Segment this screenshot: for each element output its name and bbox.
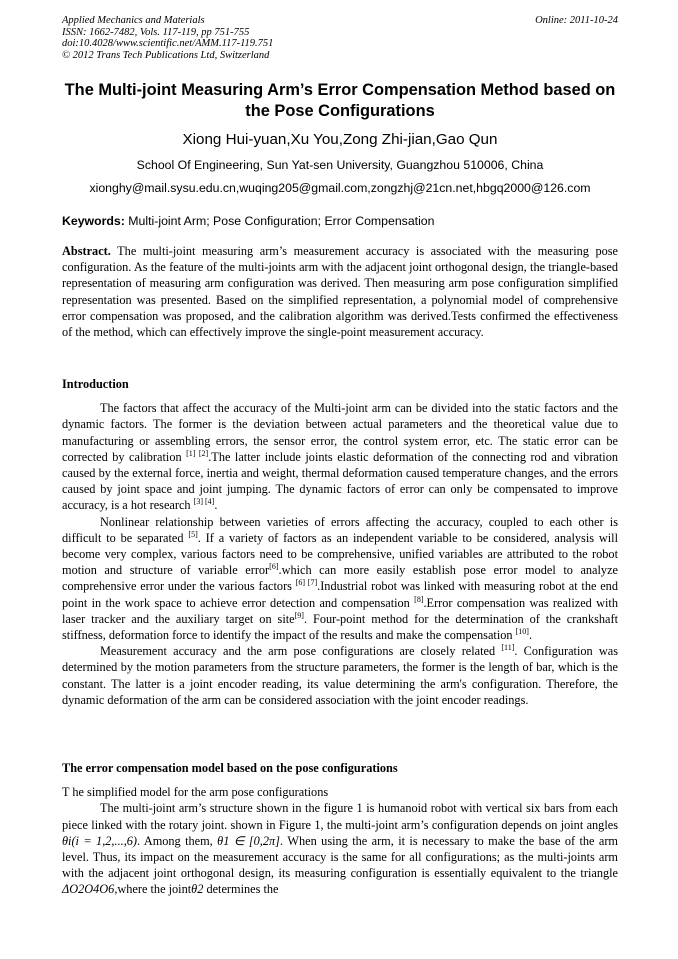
subsection-heading: T he simplified model for the arm pose configurations bbox=[62, 785, 329, 800]
journal-header bbox=[62, 15, 618, 61]
doi-line: doi:10.4028/www.scientific.net/AMM.117-119.751 bbox=[62, 38, 274, 50]
issn-line: ISSN: 1662-7482, Vols. 117-119, pp 751-755 bbox=[62, 26, 250, 38]
introduction-heading: Introduction bbox=[62, 377, 129, 391]
abstract-block bbox=[62, 243, 618, 340]
intro-paragraph-1: The factors that affect the accuracy of the Multi-joint arm can be divided into the static factors and the dynamic factors. The former is the deviation between actual parameters and the theoretical value due to manufacturing or assembling errors, the sensor error, the control system error, etc. The static error can be corrected by calibration [1] [2].The latter include joints elastic deformation of the connecting rod and vibration caused by the external force, inertia and weight, thermal deformation caused temperature changes, and the errors caused by joint space and joint jumping. The dynamic factors of error can only be compensated to improve accuracy, is a hot research [3] [4]. bbox=[62, 401, 619, 513]
copyright-line: © 2012 Trans Tech Publications Ltd, Switzerland bbox=[62, 49, 270, 61]
abstract-text: The multi-joint measuring arm’s measurement accuracy is associated with the measuring pose configuration. As the feature of the multi-joints arm with the adjacent joint orthogonal design, the triangle-based representation of measuring arm configuration was derived. Then measuring arm pose configuration simplified representation was presented. Based on the simplified representation, a polynomial model of comprehensive error compensation was proposed, and the calibration algorithm was derived.Tests confirmed the effectiveness of the method, which can effectively improve the single-point measurement accuracy. bbox=[62, 244, 618, 340]
error-model-section bbox=[62, 760, 618, 898]
online-date: Online: 2011-10-24 bbox=[535, 15, 618, 26]
intro-paragraph-3: Measurement accuracy and the arm pose configurations are closely related [11]. Configuration was determined by the motion parameters from the structure parameters, the former is the length of bar, which is the constant. The latter is a joint encoder reading, its value determining the arm's configuration. Therefore, the dynamic deformation of the arm can be considered association with the joint encoder readings. bbox=[62, 643, 618, 707]
intro-paragraph-2: Nonlinear relationship between varieties of errors affecting the accuracy, coupled to each other is difficult to be separated [5]. If a variety of factors as an independent variable to be considered, analysis will become very complex, various factors need to be comprehensive, unified variables are attributed to the robot motion and structure of variable error[6].which can more easily establish pose error model to analyze comprehensive error under the various factors [6] [7].Industrial robot was linked with measuring robot at the end point in the work space to achieve error detection and compensation [8].Error compensation was realized with laser tracker and the auxiliary target on site[9]. Four-point method for the determination of the crankshaft stiffness, deformation force to identify the impact of the results and make the compensation [10]. bbox=[62, 514, 619, 643]
author-list: Xiong Hui-yuan,Xu You,Zong Zhi-jian,Gao Qun bbox=[182, 131, 498, 148]
theta1-range-formula: θ1 ∈ [0,2π] bbox=[217, 833, 280, 848]
section-heading: The error compensation model based on the pose configurations bbox=[62, 761, 398, 775]
author-emails: xionghy@mail.sysu.edu.cn,wuqing205@gmail.com,zongzhj@21cn.net,hbgq2000@126.com bbox=[89, 181, 591, 195]
joint-angles-formula: θi(i = 1,2,...,6) bbox=[62, 833, 138, 848]
keywords bbox=[62, 213, 618, 229]
affiliation: School Of Engineering, Sun Yat-sen University, Guangzhou 510006, China bbox=[136, 158, 544, 172]
introduction-section bbox=[62, 376, 618, 708]
triangle-formula: ΔO2O4O6 bbox=[62, 882, 115, 897]
theta2-symbol: θ2 bbox=[191, 882, 204, 897]
keywords-label: Keywords: bbox=[62, 214, 125, 228]
keywords-text: Multi-joint Arm; Pose Configuration; Error Compensation bbox=[128, 214, 435, 228]
paper-title: The Multi-joint Measuring Arm’s Error Compensation Method based on the Pose Configurations bbox=[64, 81, 616, 120]
journal-name: Applied Mechanics and Materials bbox=[62, 15, 205, 26]
section-paragraph-1: The multi-joint arm’s structure shown in the figure 1 is humanoid robot with vertical six bars from each piece linked with the rotary joint. shown in Figure 1, the multi-joint arm’s configuration depends on joint angles θi(i = 1,2,...,6). Among them, θ1 ∈ [0,2π]. When using the arm, it is necessary to make the base of the arm level. Thus, its impact on the measurement accuracy is the same for all configurations; as the multi-joints arm with the adjacent joint orthogonal design, its measuring configuration is essentially equivalent to the triangle ΔO2O4O6,where the jointθ2 determines the bbox=[62, 801, 618, 897]
abstract-label: Abstract. bbox=[62, 244, 111, 258]
